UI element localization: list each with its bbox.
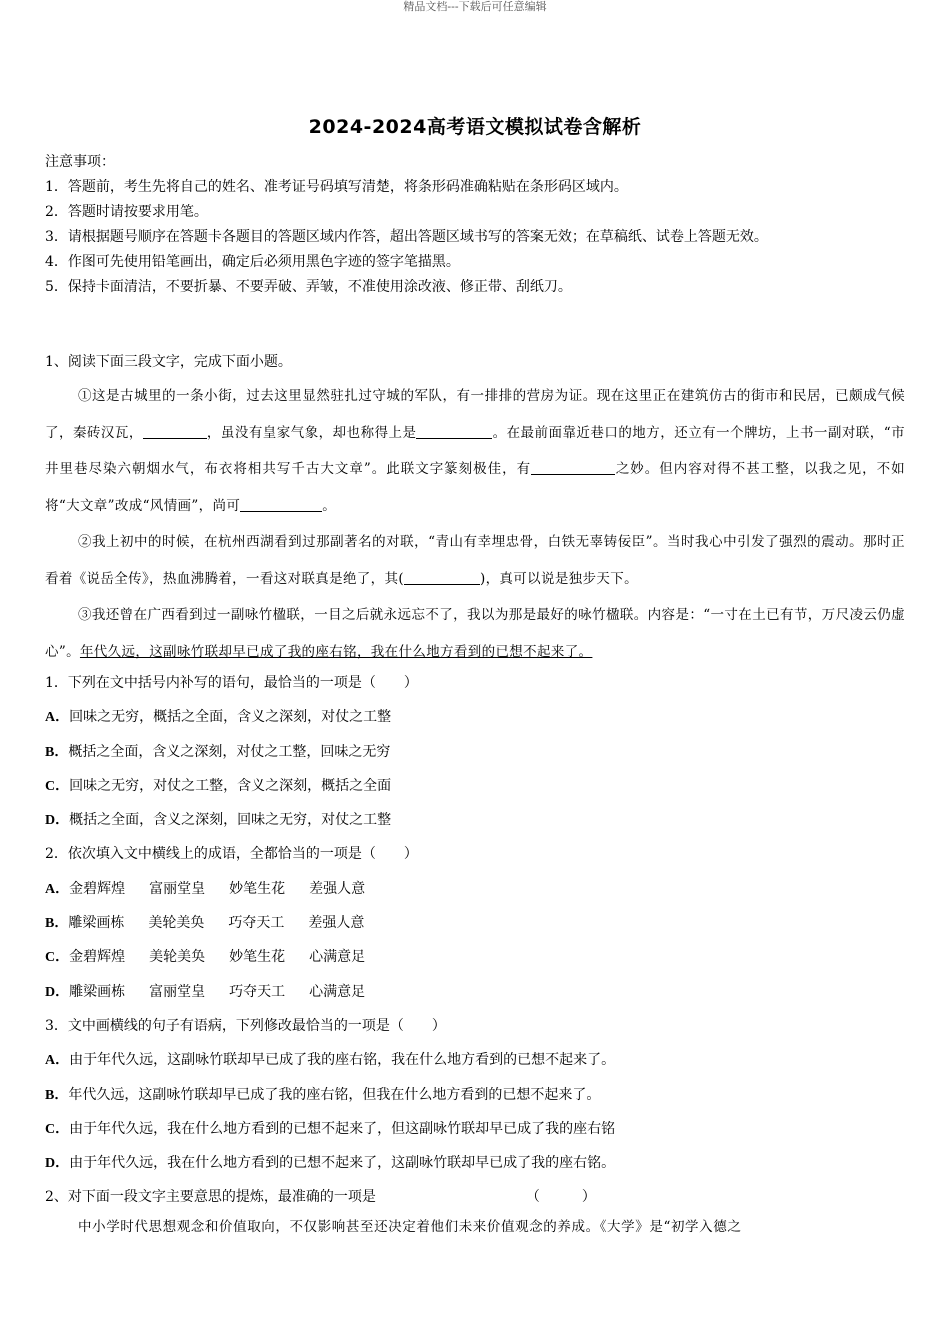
answer-blank	[143, 424, 207, 439]
passage-text: )，真可以说是独步天下。	[479, 570, 638, 587]
page-title: 2024-2024高考语文模拟试卷含解析	[308, 116, 642, 138]
passage-text: 之妙。但内容对得不甚工整，以我之见，不如将“大文章”改成“风情画”，尚可	[45, 461, 905, 514]
passage-text: ①这是古城里的一条小街，过去这里显然驻扎过守城的军队，有一排排的营房为证。现在这里正在建筑仿古的街市和民居，已颇成气候了，秦砖汉瓦，	[45, 388, 905, 441]
option-word: 心满意足	[309, 983, 366, 1000]
option-word: 妙笔生花	[229, 949, 286, 966]
answer-blank	[416, 424, 492, 439]
question-stem	[45, 1180, 915, 1214]
option-label: D．	[45, 813, 70, 829]
questions-section	[45, 666, 915, 1215]
option-word: 差强人意	[308, 915, 365, 932]
underlined-sentence: 年代久远，这副咏竹联却早已成了我的座右铭，我在什么地方看到的已想不起来了。	[79, 643, 593, 660]
question-2-passage: 中小学时代思想观念和价值取向，不仅影响甚至还决定着他们未来价值观念的养成。《大学》是“初学入德之	[78, 1219, 742, 1235]
option-word: 富丽堂皇	[149, 880, 206, 897]
option-text: 回味之无穷，对仗之工整，含义之深刻，概括之全面	[69, 777, 392, 794]
option-text: 回味之无穷，概括之全面，含义之深刻，对仗之工整	[69, 709, 392, 726]
option-label: B．	[45, 916, 69, 932]
option-label: A．	[45, 881, 70, 897]
option-word: 雕梁画栋	[68, 915, 125, 932]
reading-section	[45, 350, 905, 670]
header-note: 精品文档---下载后可任意编辑	[403, 0, 547, 13]
option-text: 概括之全面，含义之深刻，回味之无穷，对仗之工整	[69, 812, 392, 829]
question-stem: 1．下列在文中括号内补写的语句，最恰当的一项是（ ）	[45, 675, 418, 691]
option	[45, 975, 915, 1009]
reading-heading: 1、阅读下面三段文字，完成下面小题。	[45, 354, 292, 370]
passage-paragraph-3	[45, 597, 905, 670]
notice-item: 2．答题时请按要求用笔。	[45, 204, 208, 220]
option-text: 概括之全面，含义之深刻，对仗之工整，回味之无穷	[68, 743, 391, 760]
option-label: C．	[45, 778, 70, 794]
option	[45, 1078, 915, 1112]
answer-blank	[240, 497, 322, 512]
option-word: 差强人意	[309, 880, 366, 897]
option	[45, 1112, 915, 1146]
option	[45, 803, 915, 837]
option	[45, 940, 915, 974]
option-label: D．	[45, 984, 70, 1000]
notice-item: 4．作图可先使用铅笔画出，确定后必须用黑色字迹的签字笔描黑。	[45, 254, 460, 270]
question-stem: 3．文中画横线的句子有语病，下列修改最恰当的一项是（ ）	[45, 1017, 446, 1034]
notice-item: 1．答题前，考生先将自己的姓名、准考证号码填写清楚，将条形码准确粘贴在条形码区域内。	[45, 179, 628, 195]
option-label: D．	[45, 1156, 70, 1172]
passage-text: ②我上初中的时候，在杭州西湖看到过那副著名的对联，“青山有幸埋忠骨，白铁无辜铸佞臣”。当时我心中引发了强烈的震动。那时正看着《说岳全传》，热血沸腾着，一看这对联真是绝了，其(	[45, 534, 905, 587]
option-word: 妙笔生花	[229, 880, 286, 897]
option-text: 由于年代久远，我在什么地方看到的已想不起来了，但这副咏竹联却早已成了我的座右铭	[69, 1120, 616, 1137]
passage-text: 。	[322, 497, 337, 514]
passage-paragraph-2	[45, 524, 905, 597]
notice-item: 3．请根据题号顺序在答题卡各题目的答题区域内作答，超出答题区域书写的答案无效；在草稿纸、试卷上答题无效。	[45, 229, 768, 245]
option-label: A．	[45, 710, 70, 726]
question-stem: 2．依次填入文中横线上的成语，全都恰当的一项是（ ）	[45, 846, 418, 863]
notice-heading: 注意事项：	[45, 154, 115, 170]
option-text: 由于年代久远，这副咏竹联却早已成了我的座右铭，我在什么地方看到的已想不起来了。	[69, 1052, 616, 1069]
answer-blank	[404, 570, 480, 585]
option-text: 年代久远，这副咏竹联却早已成了我的座右铭，但我在什么地方看到的已想不起来了。	[68, 1086, 601, 1103]
option-label: C．	[45, 950, 70, 966]
option-label: C．	[45, 1121, 70, 1137]
passage-text: ，虽没有皇家气象，却也称得上是	[206, 424, 417, 441]
passage-paragraph-1	[45, 378, 905, 524]
option-word: 美轮美奂	[148, 915, 205, 932]
question-stem-text: 2、对下面一段文字主要意思的提炼，最准确的一项是	[45, 1189, 376, 1206]
option-word: 美轮美奂	[149, 949, 206, 966]
option-label: A．	[45, 1053, 70, 1069]
option	[45, 769, 915, 803]
option	[45, 872, 915, 906]
option-text: 由于年代久远，我在什么地方看到的已想不起来了，这副咏竹联却早已成了我的座右铭。	[69, 1155, 616, 1172]
notice-item: 5．保持卡面清洁，不要折暴、不要弄破、弄皱，不准使用涂改液、修正带、刮纸刀。	[45, 279, 572, 295]
option-word: 心满意足	[309, 949, 366, 966]
passage-text: ③我还曾在广西看到过一副咏竹楹联，一目之后就永远忘不了，我以为那是最好的咏竹楹联。内容是：“一寸在土已有节，万尺凌云仍虚心”。	[45, 607, 905, 660]
option-word: 金碧辉煌	[69, 949, 126, 966]
option	[45, 906, 915, 940]
passage-text: 。在最前面靠近巷口的地方，还立有一个牌坊，上书一副对联，“市井里巷尽染六朝烟水气，布衣将相共写千古大文章”。此联文字篆刻极佳，有	[45, 424, 906, 477]
option-word: 富丽堂皇	[149, 983, 206, 1000]
option-word: 金碧辉煌	[69, 880, 126, 897]
option-word: 巧夺天工	[229, 983, 286, 1000]
answer-paren: （ ）	[525, 1189, 596, 1206]
option-word: 雕梁画栋	[69, 983, 126, 1000]
notice-section	[45, 150, 915, 300]
option-label: B．	[45, 744, 69, 760]
option	[45, 735, 915, 769]
option	[45, 1043, 915, 1077]
option	[45, 700, 915, 734]
option	[45, 1146, 915, 1180]
answer-blank	[531, 460, 615, 475]
option-word: 巧夺天工	[228, 915, 285, 932]
option-label: B．	[45, 1087, 69, 1103]
